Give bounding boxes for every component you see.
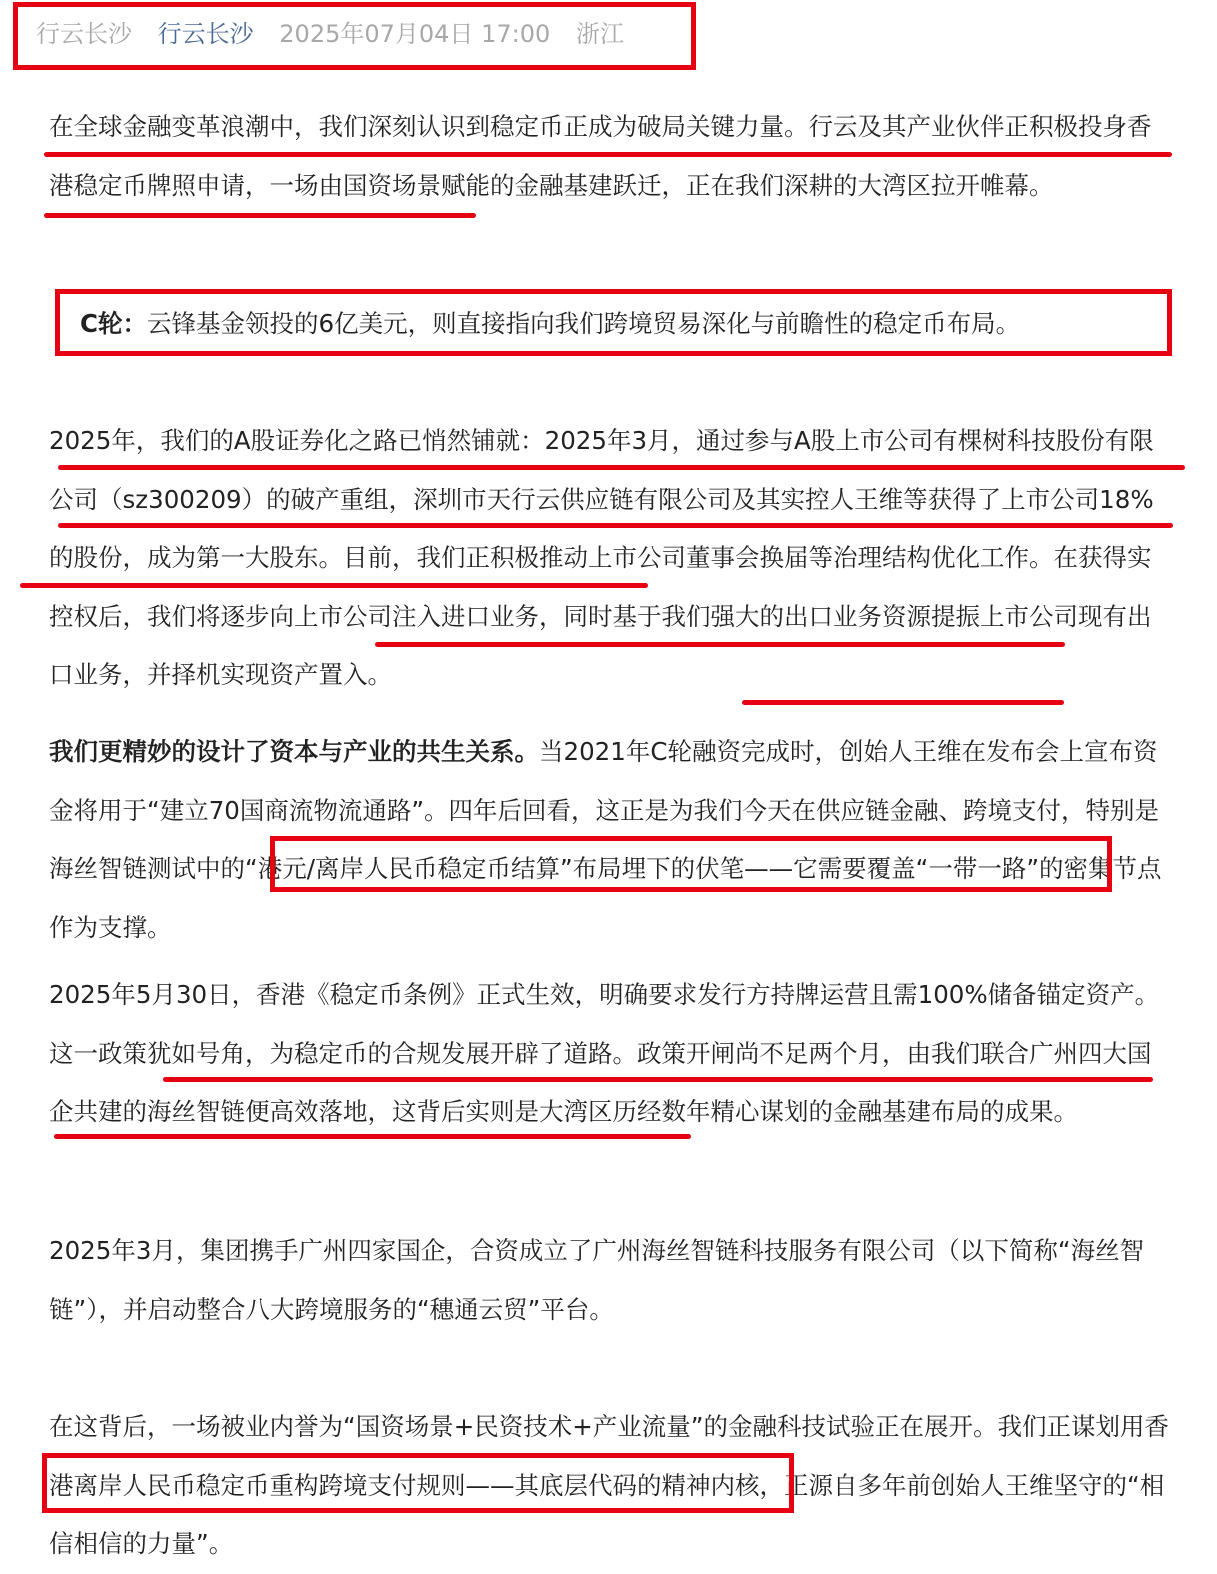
highlight-box-payment-rules bbox=[42, 1453, 794, 1513]
highlight-box-header bbox=[13, 2, 696, 70]
paragraph-2-text: 云锋基金领投的6亿美元，则直接指向我们跨境贸易深化与前瞻性的稳定币布局。 bbox=[146, 309, 1021, 338]
author-link[interactable]: 行云长沙 bbox=[157, 20, 254, 48]
underline bbox=[20, 583, 648, 588]
paragraph-1: 在全球金融变革浪潮中，我们深刻认识到稳定币正成为破局关键力量。行云及其产业伙伴正积极投身香港稳定币牌照申请，一场由国资场景赋能的金融基建跃迁，正在我们深耕的大湾区拉开帷幕。 bbox=[49, 112, 1152, 200]
underline bbox=[44, 213, 476, 218]
paragraph-7: 在这背后，一场被业内誉为“国资场景+民资技术+产业流量”的金融科技试验正在展开。我们正谋划用香港离岸人民币稳定币重构跨境支付规则——其底层代码的精神内核，正源自多年前创始人王维坚守的“相信相信的力量”。 bbox=[49, 1412, 1169, 1558]
underline bbox=[163, 1077, 1153, 1082]
underline bbox=[58, 523, 1173, 528]
paragraph-3: 2025年，我们的A股证券化之路已悄然铺就：2025年3月，通过参与A股上市公司有棵树科技股份有限公司（sz300209）的破产重组，深圳市天行云供应链有限公司及其实控人王维等获得了上市公司18%的股份，成为第一大股东。目前，我们正积极推动上市公司董事会换届等治理结构优化工作。在获得实控权后，我们将逐步向上市公司注入进口业务，同时基于我们强大的出口业务资源提振上市公司现有出口业务，并择机实现资产置入。 bbox=[49, 426, 1154, 689]
underline bbox=[54, 1134, 691, 1139]
paragraph-4-text: 当2021年C轮融资完成时，创始人王维在发布会上宣布资金将用于“建立70国商流物流通路”。四年后回看，这正是为我们今天在供应链金融、跨境支付，特别是海丝智链测试中的“港元/离岸人民币稳定币结算”布局埋下的伏笔——它需要覆盖“一带一路”的密集节点作为支撑。 bbox=[49, 737, 1162, 942]
account-name[interactable]: 行云长沙 bbox=[36, 20, 132, 48]
underline bbox=[58, 465, 1185, 470]
underline bbox=[742, 700, 1064, 705]
paragraph-4-bold: 我们更精妙的设计了资本与产业的共生关系。 bbox=[49, 737, 539, 766]
paragraph-5: 2025年5月30日，香港《稳定币条例》正式生效，明确要求发行方持牌运营且需100%储备锚定资产。这一政策犹如号角，为稳定币的合规发展开辟了道路。政策开闸尚不足两个月，由我们联合广州四大国企共建的海丝智链便高效落地，这背后实则是大湾区历经数年精心谋划的金融基建布局的成果。 bbox=[49, 980, 1160, 1126]
highlight-box-c-round bbox=[55, 289, 1172, 356]
publish-datetime: 2025年07月04日 17:00 bbox=[279, 20, 551, 48]
underline bbox=[375, 642, 1065, 647]
underline bbox=[44, 152, 1172, 157]
paragraph-2-label: C轮： bbox=[80, 309, 147, 338]
paragraph-6: 2025年3月，集团携手广州四家国企，合资成立了广州海丝智链科技服务有限公司（以下简称“海丝智链”），并启动整合八大跨境服务的“穗通云贸”平台。 bbox=[49, 1236, 1145, 1324]
publish-location: 浙江 bbox=[575, 20, 624, 48]
highlight-box-stablecoin-test bbox=[270, 836, 1112, 892]
